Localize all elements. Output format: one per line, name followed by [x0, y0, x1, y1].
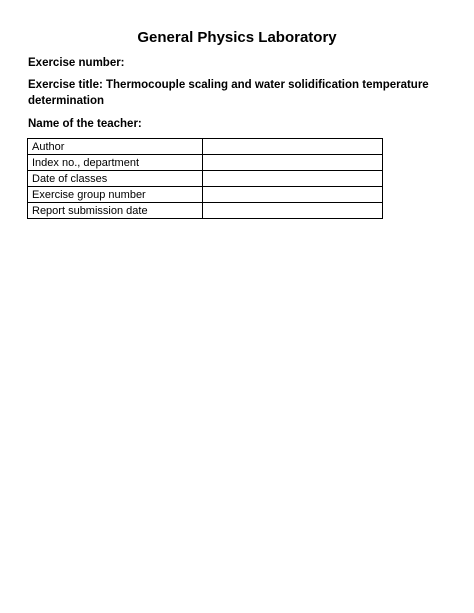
- table-row: [28, 139, 383, 155]
- exercise-group-number-label: Exercise group number: [28, 187, 203, 203]
- table-row: [28, 187, 383, 203]
- exercise-title-label: Exercise title:: [28, 79, 103, 91]
- table-row: [28, 171, 383, 187]
- teacher-label: Name of the teacher:: [28, 118, 142, 130]
- table-row: [28, 155, 383, 171]
- exercise-title-value: Thermocouple scaling and water solidification temperature determination: [28, 79, 429, 107]
- page-title: General Physics Laboratory: [137, 29, 337, 46]
- index-department-value: [203, 155, 383, 171]
- exercise-title-line: [28, 77, 438, 109]
- table-row: [28, 203, 383, 219]
- report-submission-date-value: [203, 203, 383, 219]
- exercise-number-label: Exercise number:: [28, 57, 125, 69]
- index-department-label: Index no., department: [28, 155, 203, 171]
- exercise-group-number-value: [203, 187, 383, 203]
- exercise-number-line: [28, 55, 438, 71]
- date-of-classes-label: Date of classes: [28, 171, 203, 187]
- author-value: [203, 139, 383, 155]
- report-info-table: [27, 138, 383, 219]
- date-of-classes-value: [203, 171, 383, 187]
- report-submission-date-label: Report submission date: [28, 203, 203, 219]
- author-label: Author: [28, 139, 203, 155]
- teacher-line: [28, 116, 438, 132]
